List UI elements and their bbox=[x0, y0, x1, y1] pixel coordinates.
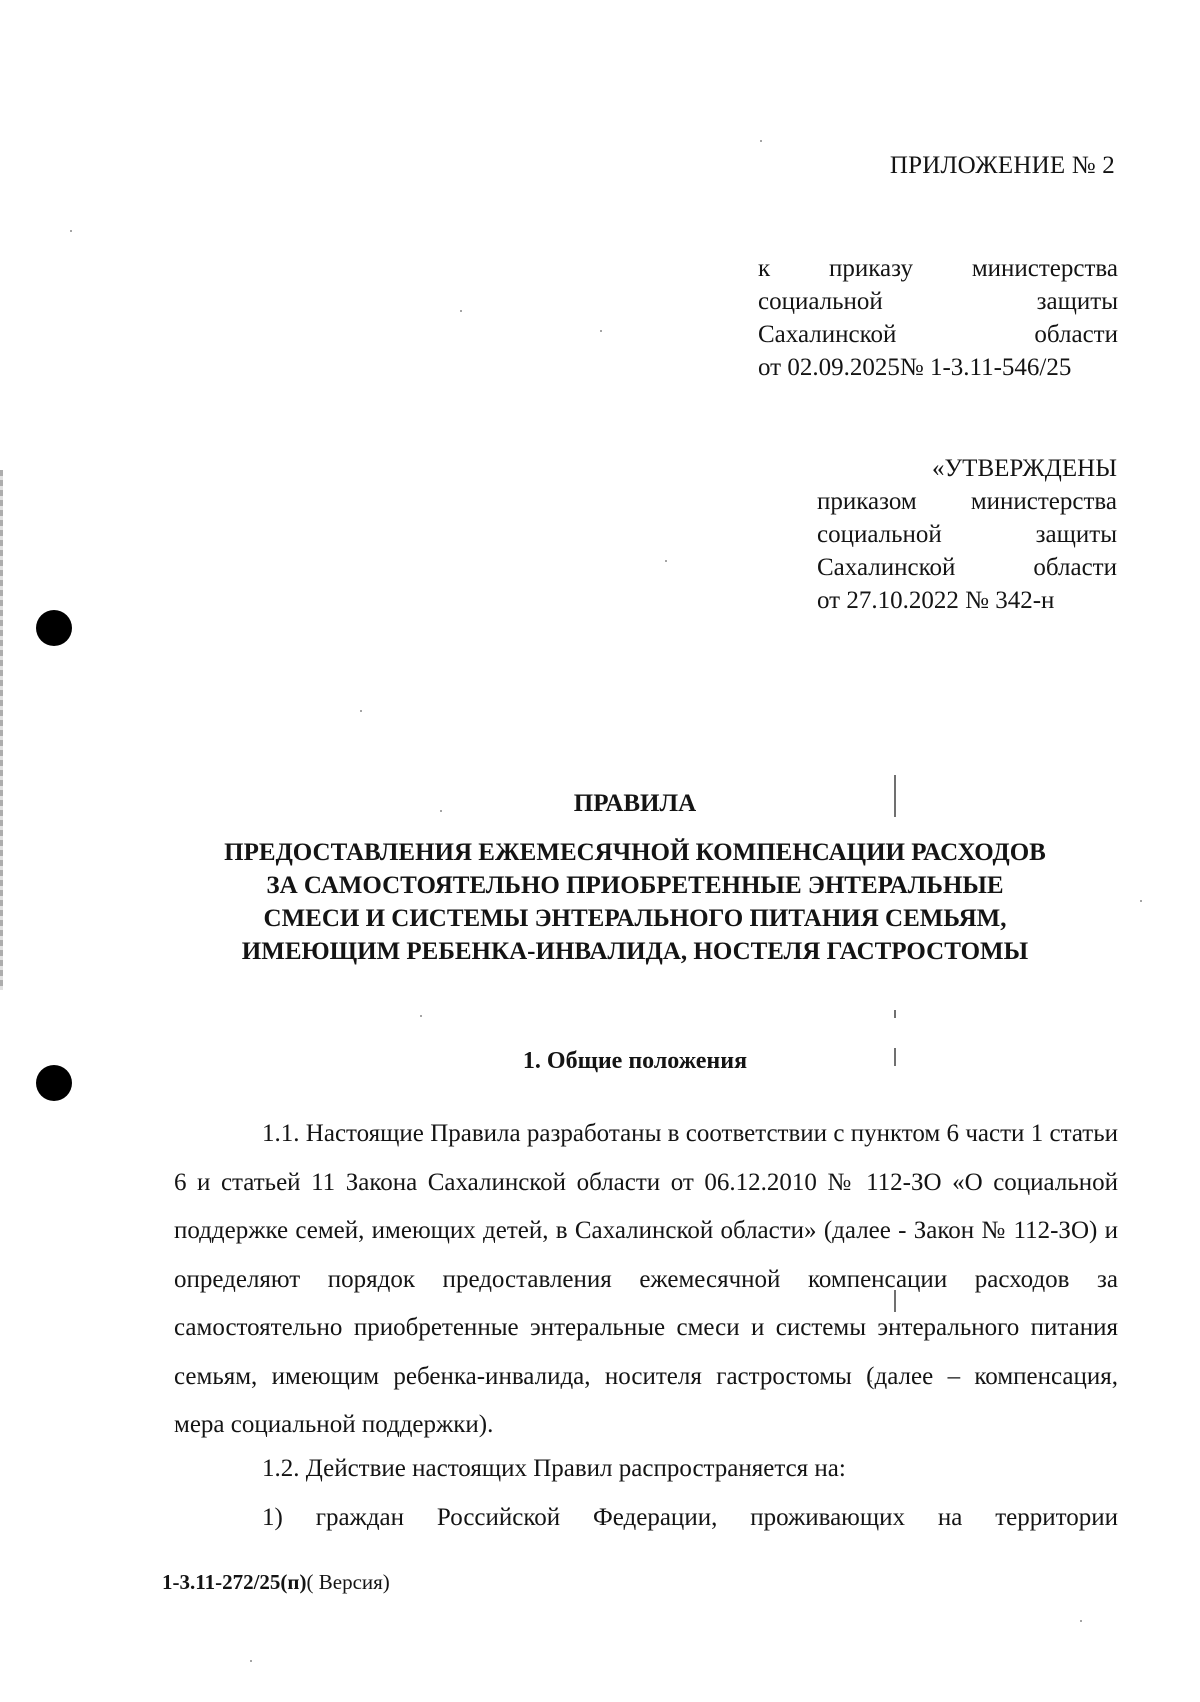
order-reference-block bbox=[758, 252, 1118, 384]
punch-hole-bottom bbox=[36, 1065, 72, 1101]
scan-speck bbox=[1080, 1620, 1082, 1622]
list-item-1: 1) граждан Российской Федерации, проживающих на территории bbox=[262, 1504, 1118, 1531]
scan-speck bbox=[600, 330, 602, 332]
scan-speck bbox=[460, 310, 462, 312]
footer-document-code bbox=[162, 1570, 390, 1595]
approval-date: от 27.10.2022 № 342-н bbox=[817, 587, 1055, 614]
document-subtitle bbox=[150, 836, 1120, 968]
scan-artifact-line bbox=[894, 1010, 896, 1018]
paragraph-1-1: 1.1. Настоящие Правила разработаны в соответствии с пунктом 6 части 1 статьи 6 и статьей 11 Закона Сахалинской области от 06.12.2010 № 112-ЗО «О социальной поддержке семей, имеющих детей, в Сахалинской области» (далее - Закон № 112-ЗО) и определяют порядок предоставления ежемесячной компенсации расходов за самостоятельно приобретенные энтеральные смеси и системы энтерального питания семьям, имеющим ребенка-инвалида, носителя гастростомы (далее – компенсация, мера социальной поддержки). bbox=[174, 1120, 1118, 1438]
scan-binding-edge bbox=[0, 470, 3, 990]
document-subtitle-line: ПРЕДОСТАВЛЕНИЯ ЕЖЕМЕСЯЧНОЙ КОМПЕНСАЦИИ РАСХОДОВ bbox=[224, 839, 1046, 866]
approval-line: приказом министерства bbox=[817, 488, 1117, 515]
scan-speck bbox=[70, 230, 72, 232]
footer-code: 1-3.11-272/25(п) bbox=[162, 1570, 307, 1594]
approval-line: социальной защиты bbox=[817, 521, 1117, 548]
scan-speck bbox=[420, 1015, 422, 1017]
scan-speck bbox=[760, 140, 762, 142]
order-reference-line: социальной защиты bbox=[758, 288, 1118, 315]
order-reference-line: к приказу министерства bbox=[758, 255, 1118, 282]
document-subtitle-line: ИМЕЮЩИМ РЕБЕНКА-ИНВАЛИДА, НОСТЕЛЯ ГАСТРОСТОМЫ bbox=[241, 938, 1029, 965]
footer-version: ( Версия) bbox=[306, 1570, 390, 1594]
scan-speck bbox=[1140, 900, 1142, 902]
paragraph-1-2: 1.2. Действие настоящих Правил распространяется на: bbox=[262, 1455, 846, 1482]
scan-speck bbox=[360, 710, 362, 712]
approval-block bbox=[817, 452, 1117, 617]
approval-line: Сахалинской области bbox=[817, 554, 1117, 581]
order-reference-line: Сахалинской области bbox=[758, 321, 1118, 348]
punch-hole-top bbox=[36, 610, 72, 646]
document-title: ПРАВИЛА bbox=[573, 790, 697, 817]
document-subtitle-line: СМЕСИ И СИСТЕМЫ ЭНТЕРАЛЬНОГО ПИТАНИЯ СЕМЬЯМ, bbox=[263, 905, 1007, 932]
scan-speck bbox=[665, 560, 667, 562]
appendix-title: ПРИЛОЖЕНИЕ № 2 bbox=[889, 152, 1115, 179]
section-title: 1. Общие положения bbox=[522, 1048, 748, 1074]
scan-speck bbox=[250, 1660, 252, 1662]
order-reference-date: от 02.09.2025№ 1-3.11-546/25 bbox=[758, 354, 1072, 381]
approval-head: «УТВЕРЖДЕНЫ bbox=[931, 455, 1117, 482]
document-subtitle-line: ЗА САМОСТОЯТЕЛЬНО ПРИОБРЕТЕННЫЕ ЭНТЕРАЛЬНЫЕ bbox=[266, 872, 1004, 899]
